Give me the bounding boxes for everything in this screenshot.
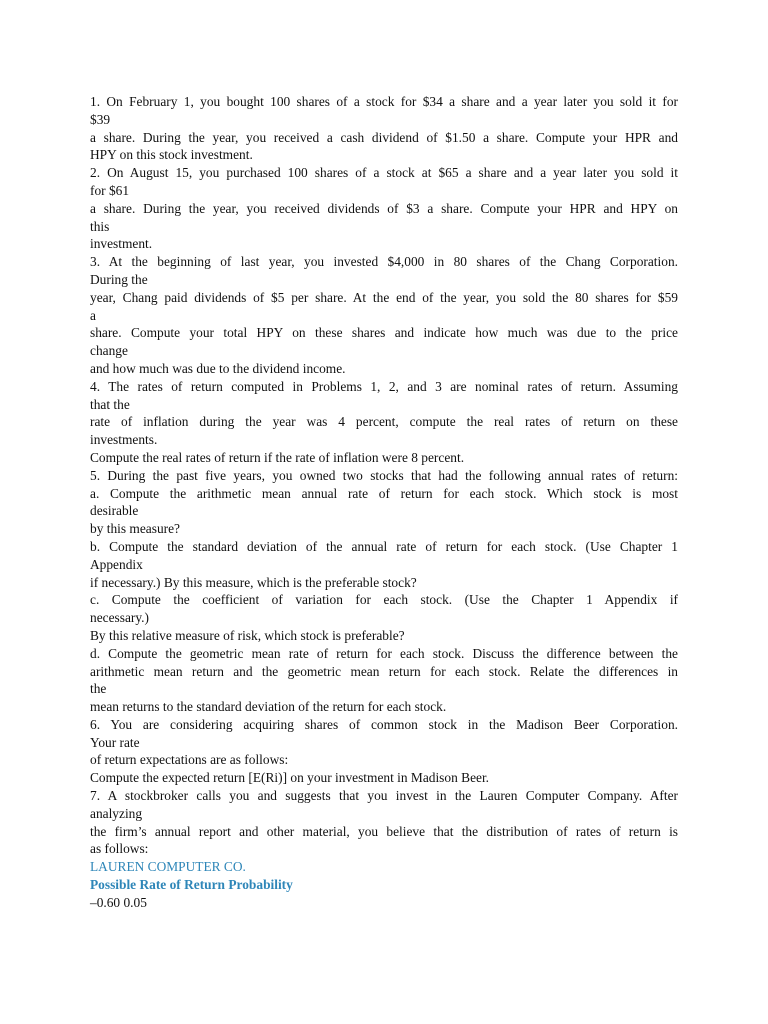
text-line: arithmetic mean return and the geometric mean return for each stock. Relate the differences in bbox=[90, 663, 678, 679]
text-line: change bbox=[90, 343, 128, 359]
text-line: d. Compute the geometric mean rate of return for each stock. Discuss the difference between the bbox=[90, 645, 678, 661]
text-line: During the bbox=[90, 271, 148, 287]
text-line: as follows: bbox=[90, 841, 149, 857]
document-page bbox=[90, 93, 678, 912]
text-line: Your rate bbox=[90, 734, 140, 750]
text-line: a bbox=[90, 307, 96, 323]
text-line: 1. On February 1, you bought 100 shares of a stock for $34 a share and a year later you sold it for bbox=[90, 94, 678, 109]
text-line: investment. bbox=[90, 236, 153, 252]
text-line: a share. During the year, you received a cash dividend of $1.50 a share. Compute your HPR and bbox=[90, 129, 678, 145]
table-heading: Possible Rate of Return Probability bbox=[90, 877, 293, 893]
text-line: the firm’s annual report and other material, you believe that the distribution of rates of return is bbox=[90, 823, 678, 839]
text-line: that the bbox=[90, 396, 130, 412]
text-line: of return expectations are as follows: bbox=[90, 752, 289, 768]
text-line: Compute the expected return [E(Ri)] on your investment in Madison Beer. bbox=[90, 770, 490, 786]
text-line: 6. You are considering acquiring shares of common stock in the Madison Beer Corporation. bbox=[90, 716, 678, 732]
text-line: and how much was due to the dividend income. bbox=[90, 360, 346, 376]
text-line: this bbox=[90, 218, 110, 234]
text-line: Appendix bbox=[90, 556, 143, 572]
text-line: c. Compute the coefficient of variation for each stock. (Use the Chapter 1 Appendix if bbox=[90, 592, 678, 608]
text-line: 4. The rates of return computed in Problems 1, 2, and 3 are nominal rates of return. Assuming bbox=[90, 378, 678, 394]
table-row: –0.60 0.05 bbox=[90, 894, 147, 910]
text-line: 7. A stockbroker calls you and suggests that you invest in the Lauren Computer Company. After bbox=[90, 788, 678, 804]
text-line: 3. At the beginning of last year, you invested $4,000 in 80 shares of the Chang Corporation. bbox=[90, 254, 678, 270]
text-line: $39 bbox=[90, 111, 111, 127]
text-line: by this measure? bbox=[90, 521, 180, 537]
text-line: a share. During the year, you received dividends of $3 a share. Compute your HPR and HPY on bbox=[90, 200, 678, 216]
text-line: b. Compute the standard deviation of the annual rate of return for each stock. (Use Chapter 1 bbox=[90, 538, 678, 554]
text-line: a. Compute the arithmetic mean annual rate of return for each stock. Which stock is most bbox=[90, 485, 678, 501]
text-line: necessary.) bbox=[90, 610, 149, 626]
text-line: if necessary.) By this measure, which is the preferable stock? bbox=[90, 574, 417, 590]
text-line: year, Chang paid dividends of $5 per share. At the end of the year, you sold the 80 shares for $59 bbox=[90, 289, 678, 305]
text-line: By this relative measure of risk, which stock is preferable? bbox=[90, 627, 405, 643]
company-heading: LAUREN COMPUTER CO. bbox=[90, 859, 246, 875]
text-line: 5. During the past five years, you owned two stocks that had the following annual rates of return: bbox=[90, 467, 678, 483]
body-text bbox=[90, 93, 678, 858]
text-line: mean returns to the standard deviation of the return for each stock. bbox=[90, 699, 447, 715]
text-line: share. Compute your total HPY on these shares and indicate how much was due to the price bbox=[90, 325, 678, 341]
text-line: for $61 bbox=[90, 182, 130, 198]
text-line: 2. On August 15, you purchased 100 shares of a stock at $65 a share and a year later you sold it bbox=[90, 165, 678, 181]
text-line: the bbox=[90, 681, 107, 697]
text-line: investments. bbox=[90, 432, 158, 448]
text-line: rate of inflation during the year was 4 percent, compute the real rates of return on these bbox=[90, 414, 678, 430]
text-line: analyzing bbox=[90, 805, 143, 821]
text-line: desirable bbox=[90, 503, 139, 519]
text-line: Compute the real rates of return if the rate of inflation were 8 percent. bbox=[90, 449, 465, 465]
text-line: HPY on this stock investment. bbox=[90, 147, 253, 163]
